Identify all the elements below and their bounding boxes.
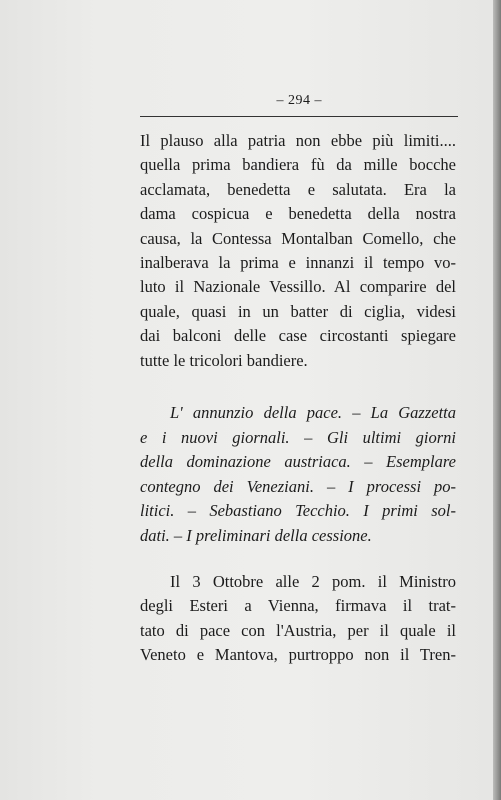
paragraph-1 [140,129,456,373]
chapter-summary [140,401,456,548]
text-line: luto il Nazionale Vessillo. Al comparire del [140,277,456,297]
paragraph-2 [140,570,456,668]
page-edge-shadow [493,0,501,800]
page-number: – 294 – [276,93,322,108]
text-line: Il 3 Ottobre alle 2 pom. il Ministro [170,572,456,591]
text-line: dama cospicua e benedetta della nostra [140,204,456,224]
text-line: quale, quasi in un batter di ciglia, videsi [140,301,456,321]
text-line: tato di pace con l'Austria, per il quale il [140,620,456,640]
text-line: degli Esteri a Vienna, firmava il trat- [140,596,456,616]
text-line: Il plauso alla patria non ebbe più limiti.... [140,131,456,150]
text-line: inalberava la prima e innanzi il tempo vo- [140,253,456,273]
summary-line: della dominazione austriaca. – Esemplare [140,452,456,471]
text-line: Veneto e Mantova, purtroppo non il Tren- [140,645,456,665]
summary-line: litici. – Sebastiano Tecchio. I primi sol- [140,501,456,520]
text-line: acclamata, benedetta e salutata. Era la [140,179,456,199]
text-line: dai balconi delle case circostanti spiegare [140,326,456,346]
text-line: tutte le tricolori bandiere. [140,350,308,370]
summary-line: e i nuovi giornali. – Gli ultimi giorni [140,427,456,447]
summary-line: L' annunzio della pace. – La Gazzetta [170,403,456,422]
page-header [140,90,458,117]
text-line: causa, la Contessa Montalban Comello, che [140,228,456,248]
summary-line: dati. – I preliminari della cessione. [140,525,372,545]
summary-line: contegno dei Veneziani. – I processi po- [140,476,456,496]
text-line: quella prima bandiera fù da mille bocche [140,155,456,175]
